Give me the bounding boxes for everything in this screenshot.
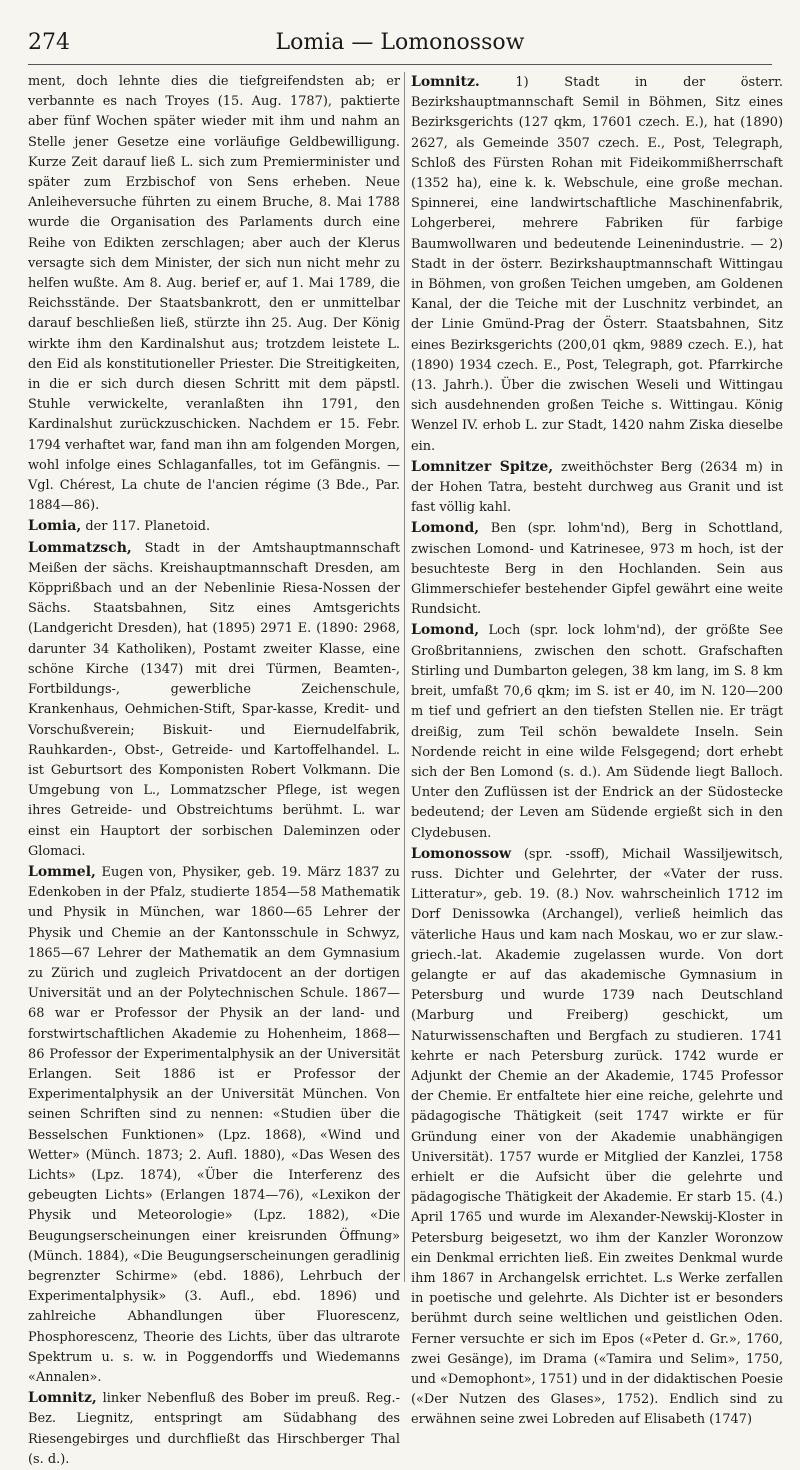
entry-headword: Lomnitzer Spitze, [411, 458, 554, 475]
entry-headword: Lomnitz. [411, 74, 480, 90]
entry-lomia [28, 516, 400, 537]
left-column [28, 72, 400, 1467]
entry-lomonossow [411, 844, 783, 1431]
entry-headword: Lommatzsch, [28, 539, 132, 556]
entry-text: der 117. Planetoid. [81, 519, 211, 535]
column-divider [404, 72, 405, 1282]
entry-headword: Lomonossow [411, 845, 512, 862]
entry-lommatzsch [28, 538, 400, 862]
right-column [411, 72, 784, 1428]
page-number: 274 [28, 30, 70, 55]
page-header [28, 28, 772, 65]
entry-headword: Lommel, [28, 863, 96, 880]
entry-text: Eugen von, Physiker, geb. 19. März 1837 zu Edenkoben in der Pfalz, studierte 1854—58 Mathematik und Physik in München, war 1860—65 Lehrer der Physik und Chemie an der Kantonsschule in Schwyz, 1865—67 Lehrer der Mathematik an dem Gymnasium zu Zürich und zugleich Privatdocent an der dortigen Universität und an der Polytechnischen Schule. 1867—68 war er Professor der Physik an der land- und forstwirtschaftlichen Akademie zu Hohenheim, 1868—86 Professor der Experimentalphysik an der Universität Erlangen. Seit 1886 ist er Professor der Experimentalphysik an der Universität München. Von seinen Schriften sind zu nennen: «Studien über die Besselschen Funktionen» (Lpz. 1868), «Wind und Wetter» (Münch. 1873; 2. Aufl. 1880), «Das Wesen des Lichts» (Lpz. 1874), «Über die Interferenz des gebeugten Lichts» (Erlangen 1874—76), «Lexikon der Physik und Meteorologie» (Lpz. 1882), «Die Beugungserscheinungen einer kreisrunden Öffnung» (Münch. 1884), «Die Beugungserscheinungen geradlinig begrenzter Schirme» (ebd. 1886), Lehrbuch der Experimentalphysik» (3. Aufl., ebd. 1896) und zahlreiche Abhandlungen über Fluorescenz, Phosphorescenz, Theorie des Lichts, über das ultrarote Spektrum u. s. w. in Poggendorffs und Wiedemanns «Annalen». [28, 864, 400, 1385]
entry-text: zweithöchster Berg (2634 m) in der Hohen Tatra, besteht durchweg aus Granit und ist fast völlig kahl. [411, 459, 784, 516]
entry-text: (spr. -ssoff), Michail Wassiljewitsch, russ. Dichter und Gelehrter, der «Vater der russ. Litteratur», geb. 19. (8.) Nov. wahrscheinlich 1712 im Dorf Denissowka (Archangel), verließ heimlich das väterliche Haus und kam nach Moskau, wo er zur slaw.-griech.-lat. Akademie zugelassen wurde. Von dort gelangte er auf das akademische Gymnasium in Petersburg und wurde 1739 nach Deutschland (Marburg und Freiberg) geschickt, um Naturwissenschaften und Bergfach zu studieren. 1741 kehrte er nach Petersburg zurück. 1742 wurde er Adjunkt der Chemie an der Akademie, 1745 Professor der Chemie. Er entfaltete hier eine reiche, gelehrte und pädagogische Thätigkeit (seit 1747 wirkte er für Gründung einer von der Akademie unabhängigen Universität). 1757 wurde er Mitglied der Kanzlei, 1758 erhielt er die Aufsicht über die gelehrte und pädagogische Thätigkeit der Akademie. Er starb 15. (4.) April 1765 und wurde im Alexander-Newskij-Kloster in Petersburg beigesetzt, wo ihm der Kanzler Woronzow ein Denkmal errichten ließ. Ein zweites Denkmal wurde ihm 1867 in Archangelsk errichtet. L.s Werke zerfallen in poetische und gelehrte. Als Dichter ist er besonders berühmt durch seine weltlichen und geistlichen Oden. Ferner versuchte er sich im Epos («Peter d. Gr.», 1760, zwei Gesänge), im Drama («Tamira und Selim», 1750, und «Demophont», 1751) und in der didaktischen Poesie («Der Nutzen des Glases», 1752). Endlich sind zu erwähnen seine zwei Lobreden auf Elisabeth (1747) [411, 846, 783, 1428]
entry-text: Loch (spr. lock lohm'nd), der größte See Großbritanniens, zwischen den schott. Grafschaften Stirling und Dumbarton gelegen, 38 km lang, im S. 8 km breit, umfaßt 70,6 qkm; im S. ist er 40, im N. 120—200 m tief und gefriert an den tiefsten Stellen nie. Er trägt dreißig, zum Teil schön bewaldete Inseln. Sein Nordende reicht in eine wilde Felsgegend; dort erhebt sich der Ben Lomond (s. d.). Am Südende liegt Balloch. Unter den Zuflüssen ist der Endrick an der Südostecke bedeutend; der Leven am Südende ergießt sich in den Clydebusen. [411, 623, 783, 841]
entry-ben-lomond [411, 518, 783, 620]
running-title: Lomia — Lomonossow [275, 30, 525, 55]
entry-headword: Lomnitz, [28, 1390, 97, 1407]
entry-loch-lomond [411, 620, 783, 843]
entry-continuation [28, 72, 400, 516]
entry-lommel [28, 862, 400, 1388]
entry-text: 1) Stadt in der österr. Bezirkshauptmannschaft Semil in Böhmen, Sitz eines Bezirksgerichts (127 qkm, 17601 czech. E.), hat (1890) 2627, als Gemeinde 3507 czech. E., Post, Telegraph, Schloß des Fürsten Rohan mit Fideikommißherrschaft (1352 ha), eine k. k. Webschule, eine große mechan. Spinnerei, eine landwirtschaftliche Maschinenfabrik, Lohgerberei, mehrere Fabriken für farbige Baumwollwaren und bedeutende Leinenindustrie. — 2) Stadt in der österr. Bezirkshauptmannschaft Wittingau in Böhmen, von großen Teichen umgeben, am Goldenen Kanal, der die Teiche mit der Luschnitz verbindet, an der Linie Gmünd-Prag der Österr. Staatsbahnen, Sitz eines Bezirksgerichts (200,01 qkm, 9889 czech. E.), hat (1890) 1934 czech. E., Post, Telegraph, got. Pfarrkirche (13. Jahrh.). Über die zwischen Weseli und Wittingau sich ausdehnenden großen Teiche s. Wittingau. König Wenzel IV. erhob L. zur Stadt, 1420 nahm Ziska dieselbe ein. [411, 75, 783, 454]
entry-headword: Lomond, [411, 622, 480, 639]
entry-headword: Lomia, [28, 518, 82, 535]
entry-text: Stadt in der Amtshauptmannschaft Meißen der sächs. Kreishauptmannschaft Dresden, am Köpprißbach und an der Nebenlinie Riesa-Nossen der Sächs. Staatsbahnen, Sitz eines Amtsgerichts (Landgericht Dresden), hat (1895) 2971 E. (1890: 2968, darunter 34 Katholiken), Postamt zweiter Klasse, eine schöne Kirche (1347) mit drei Türmen, Beamten-, Fortbildungs-, gewerbliche Zeichenschule, Krankenhaus, Oehmichen-Stift, Spar-kasse, Kredit- und Vorschußverein; Biskuit- und Eiernudelfabrik, Rauhkarden-, Obst-, Getreide- und Kartoffelhandel. L. ist Geburtsort des Komponisten Robert Volkmann. Die Umgebung von L., Lommatzscher Pflege, ist wegen ihres Getreide- und Obstreichtums berühmt. L. war einst ein Hauptort der sorbischen Daleminzen oder Glomaci. [28, 540, 400, 859]
entry-lomnitzer-spitze [411, 457, 783, 519]
entry-headword: Lomond, [411, 520, 480, 537]
entry-text: linker Nebenfluß des Bober im preuß. Reg.-Bez. Liegnitz, entspringt am Südabhang des Riesengebirges und durchfließt das Hirschberger Thal (s. d.). [28, 1391, 400, 1467]
entry-lomnitz-river [28, 1388, 400, 1470]
entry-text: Ben (spr. lohm'nd), Berg in Schottland, zwischen Lomond- und Katrinesee, 973 m hoch, ist der besuchteste Berg in den Hochlanden. Sein aus Glimmerschiefer bestehender Gipfel gewährt eine weite Rundsicht. [411, 521, 783, 618]
entry-lomnitz-town [411, 72, 783, 457]
entry-text: ment, doch lehnte dies die tiefgreifendsten ab; er verbannte es nach Troyes (15. Aug. 1787), paktierte aber fünf Wochen später wieder mit ihm und nahm an Stelle jener Gesetze eine vorläufige Geldbewilligung. Kurze Zeit darauf ließ L. sich zum Premierminister und später zum Erzbischof von Sens erheben. Neue Anleiheversuche führten zu einem Bruche, 8. Mai 1788 wurde die Organisation des Parlaments durch eine Reihe von Edikten zerschlagen; aber auch der Klerus versagte sich dem Minister, der sich nun nicht mehr zu helfen wußte. Am 8. Aug. berief er, auf 1. Mai 1789, die Reichsstände. Der Staatsbankrott, den er unmittelbar darauf beschließen ließ, stürzte ihn 25. Aug. Der König wirkte ihm den Kardinalshut aus; trotzdem leistete L. den Eid als konstitutioneller Priester. Die Streitigkeiten, in die er sich durch diesen Schritt mit dem päpstl. Stuhle verwickelte, veranlaßten ihn 1791, den Kardinalshut zurückzuschicken. Nachdem er 15. Febr. 1794 verhaftet war, fand man ihn am folgenden Morgen, wohl infolge eines Schlaganfalles, tot im Gefängnis. — Vgl. Chérest, La chute de l'ancien régime (3 Bde., Par. 1884—86). [28, 74, 400, 514]
